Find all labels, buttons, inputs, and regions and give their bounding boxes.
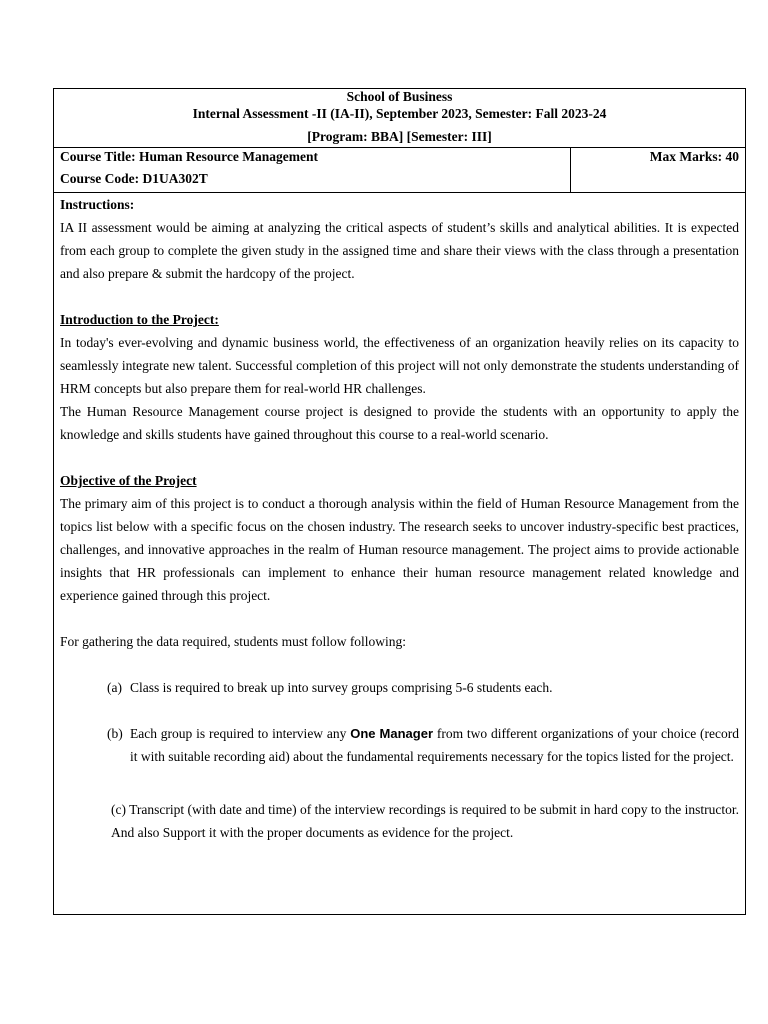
max-marks: Max Marks: 40 — [649, 149, 739, 164]
spacer — [60, 699, 739, 722]
list-item-a-text: Class is required to break up into survey groups comprising 5-6 students each. — [130, 680, 553, 695]
list-marker-a: (a) — [107, 680, 122, 695]
objective-text: The primary aim of this project is to conduct a thorough analysis within the field of Human Resource Management from the topics list below with a specific focus on the chosen industry. The research seeks to uncover industry-specific best practices, challenges, and innovative approaches in the realm of Human resource management. The project aims to provide actionable insights that HR professionals can implement to enhance their human resource management related knowledge and experience gained through this project. — [60, 496, 739, 603]
list-item-b — [60, 722, 739, 768]
spacer — [60, 607, 739, 630]
introduction-para-1: In today's ever-evolving and dynamic business world, the effectiveness of an organization heavily relies on its capacity to seamlessly integrate new talent. Successful completion of this project will not only demonstrate the students understanding of HRM concepts but also prepare them for real-world HR challenges. — [60, 335, 739, 396]
list-item-b-text-pre: Each group is required to interview any — [130, 726, 351, 741]
assessment-document — [53, 88, 746, 915]
course-info-cell — [54, 147, 571, 192]
school-name: School of Business — [346, 89, 453, 104]
assessment-title: Internal Assessment -II (IA-II), September 2023, Semester: Fall 2023-24 — [192, 106, 607, 121]
spacer — [60, 653, 739, 676]
list-item-b-emphasis: One Manager — [350, 726, 434, 741]
list-item-a — [60, 676, 739, 699]
instructions-text: IA II assessment would be aiming at analyzing the critical aspects of student’s skills and analytical abilities. It is expected from each group to complete the given study in the assigned time and share their views with the class through a presentation and also prepare & submit the hardcopy of the project. — [60, 220, 739, 281]
spacer — [60, 446, 739, 469]
document-header — [54, 89, 745, 148]
program-semester: [Program: BBA] [Semester: III] — [307, 129, 492, 144]
course-title: Course Title: Human Resource Management — [60, 149, 318, 164]
spacer — [60, 768, 739, 791]
objective-heading: Objective of the Project — [60, 473, 197, 488]
course-code: Course Code: D1UA302T — [60, 171, 208, 186]
document-body — [60, 193, 739, 844]
introduction-para-2: The Human Resource Management course project is designed to provide the students with an opportunity to apply the knowledge and skills students have gained throughout this course to a real-world scenario. — [60, 404, 739, 442]
introduction-heading: Introduction to the Project: — [60, 312, 219, 327]
list-item-b-text-post: from two different organizations of your choice (record it with suitable recording aid) about the fundamental requirements necessary for the topics listed for the project. — [130, 726, 739, 764]
list-marker-b: (b) — [107, 726, 123, 741]
list-item-c: (c) Transcript (with date and time) of the interview recordings is required to be submit in hard copy to the instructor. And also Support it with the proper documents as evidence for the project. — [111, 802, 739, 840]
gathering-intro: For gathering the data required, students must follow following: — [60, 634, 407, 649]
course-info-row — [54, 147, 745, 193]
spacer — [60, 285, 739, 308]
instructions-heading: Instructions: — [60, 197, 135, 212]
spacer — [60, 791, 739, 798]
